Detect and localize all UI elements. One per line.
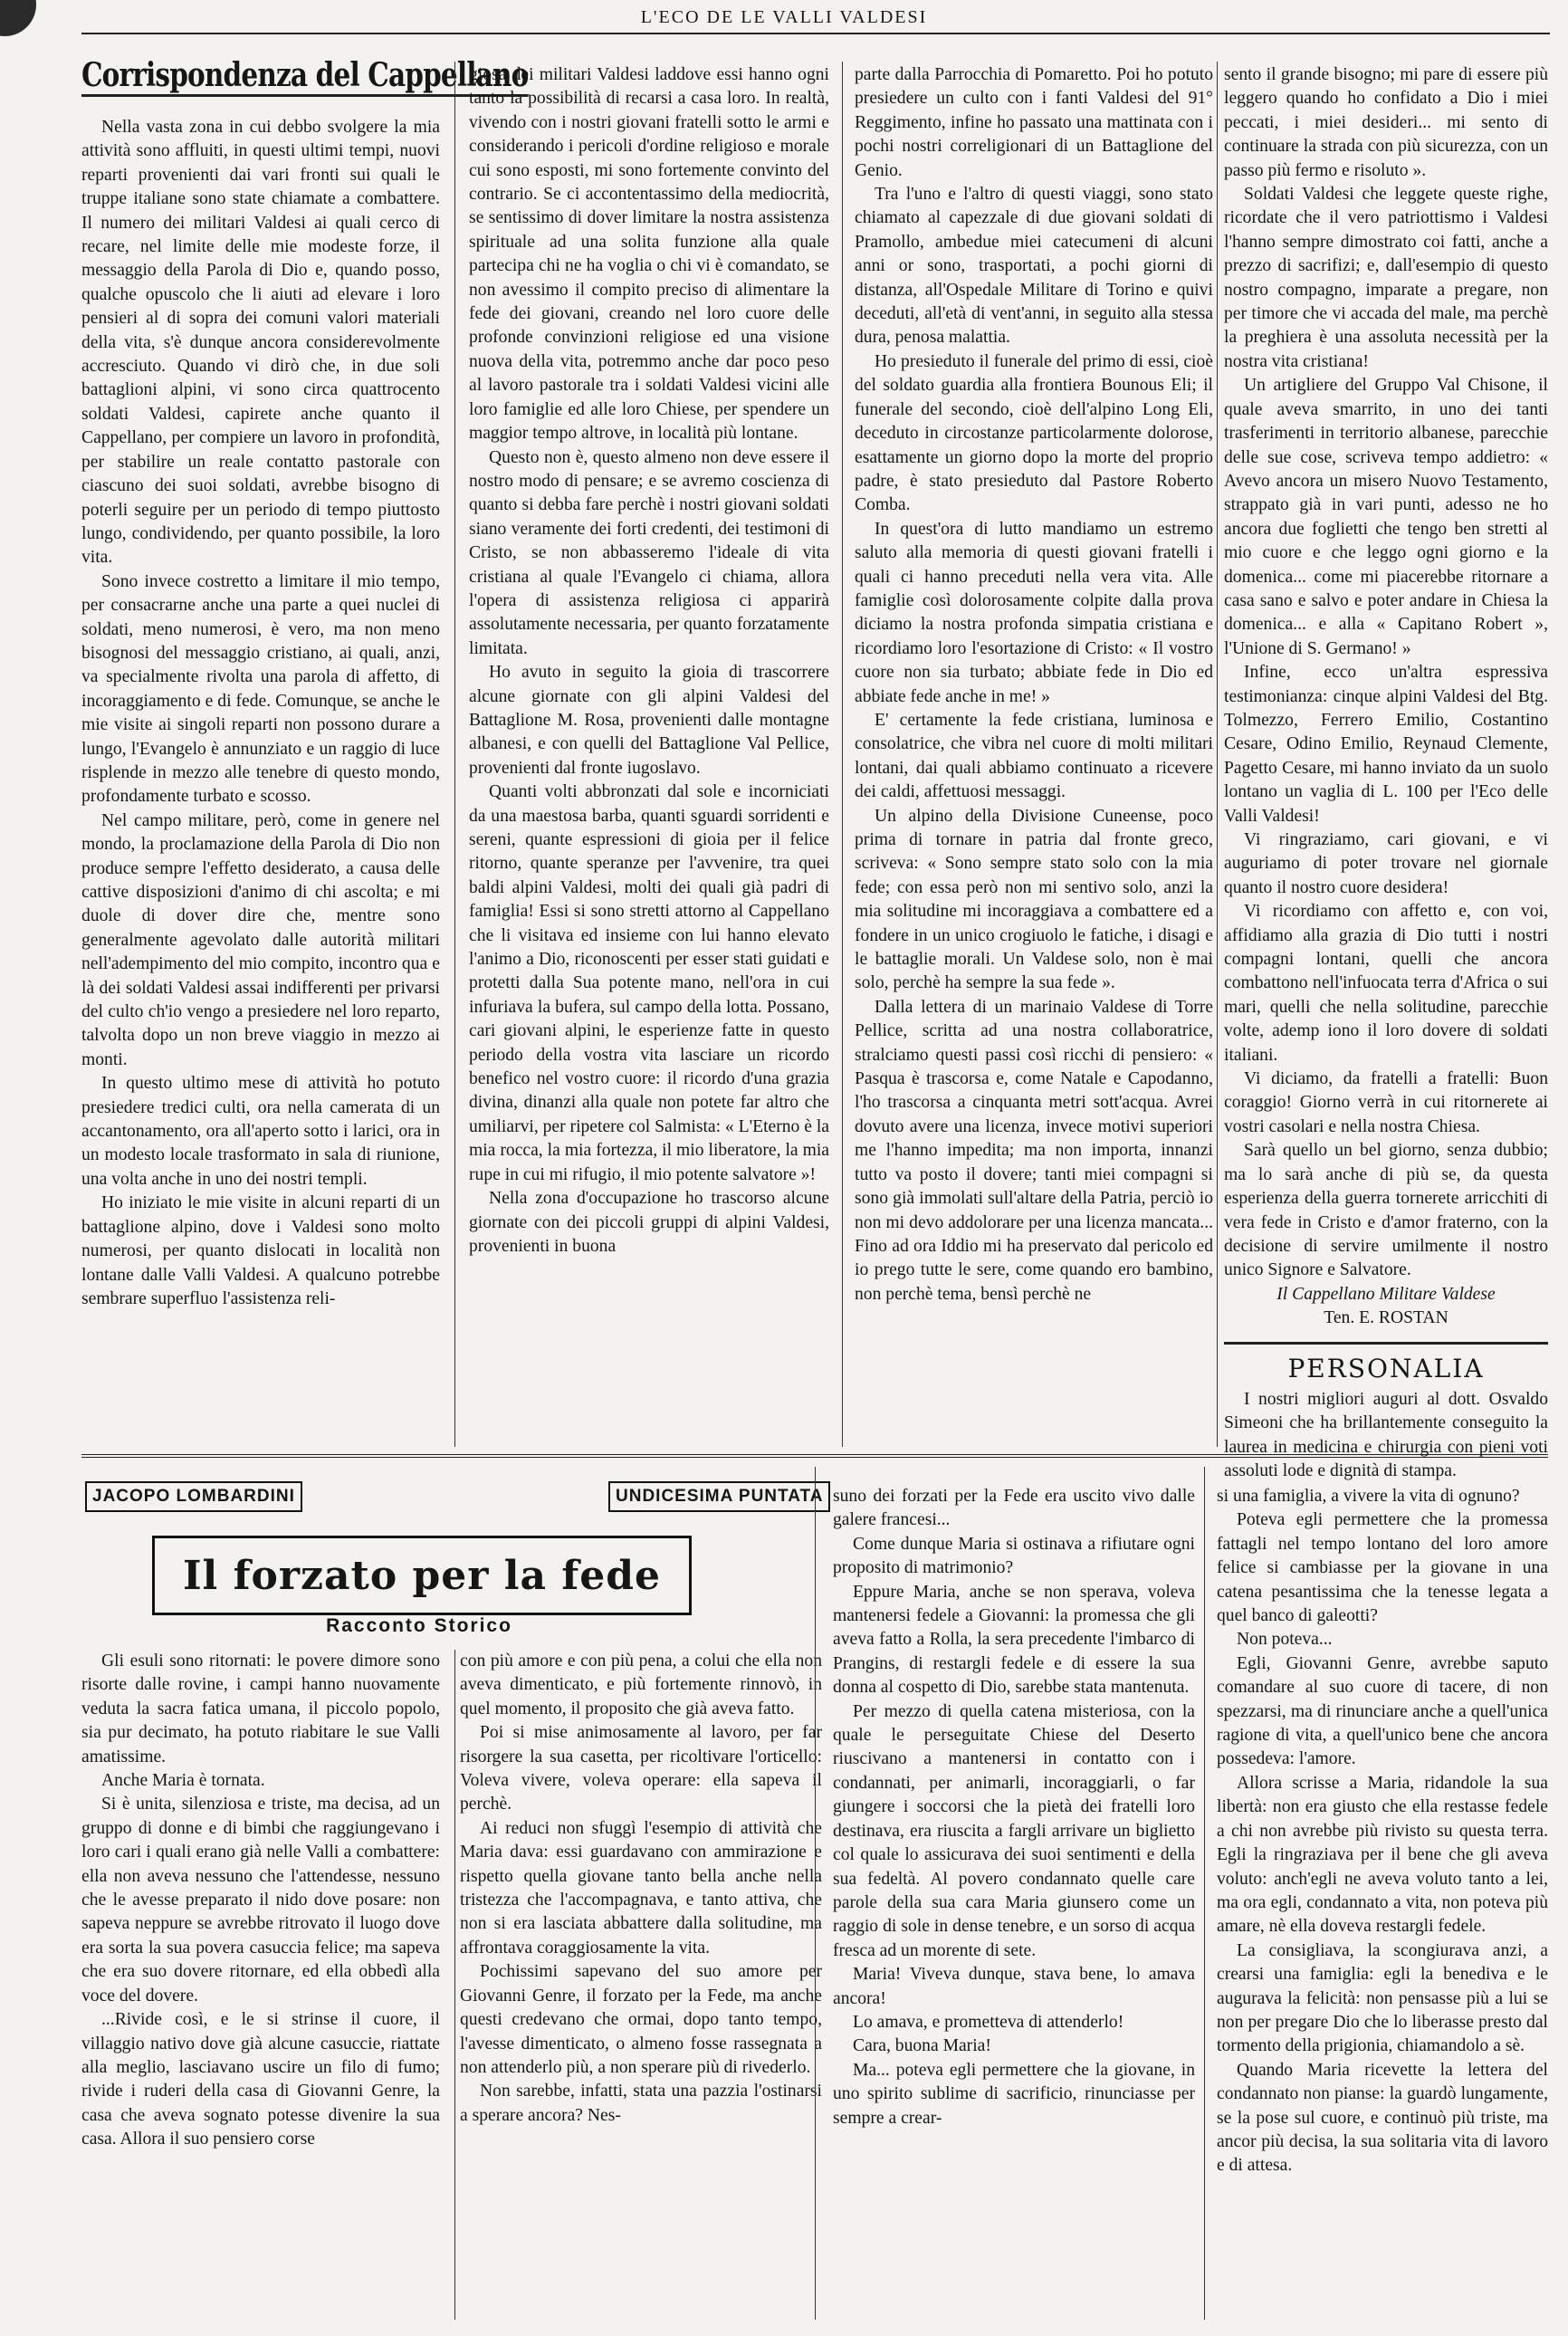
article-column-1 <box>81 116 440 1447</box>
paragraph: Non poteva... <box>1237 1630 1333 1650</box>
article-column-2 <box>469 63 829 1447</box>
column-rule <box>454 1650 455 2320</box>
paragraph: Poi si mise animosamente al lavoro, per far risorgere la sua casetta, per ricoltivare l'orticello: Voleva vivere, voleva operare: ella sapeva il perchè. <box>460 1723 822 1814</box>
paragraph: Poteva egli permettere che la promessa fattagli nel tempo lontano del loro amore felice si cambiasse per la giovane in una catena pesantissima che la tenesse legata a quel banco di galeotti? <box>1217 1510 1548 1626</box>
paragraph: Quando Maria ricevette la lettera del condannato non pianse: la guardò lungamente, se la pose sul cuore, e continuò più triste, ma ancor più decisa, la sua solitaria vita di lavoro e di attesa. <box>1217 2060 1548 2176</box>
paragraph: Tra l'uno e l'altro di questi viaggi, sono stato chiamato al capezzale di due giovani soldati di Pramollo, ambedue miei catecumeni di alcuni anni or sono, trasportati, a pochi giorni di distanza, all'Ospedale Militare di Torino e quivi deceduti, all'età di vent'anni, in seguito alla stessa dura, penosa malattia. <box>855 185 1213 348</box>
paragraph: sento il grande bisogno; mi pare di essere più leggero quando ho confidato a Dio i miei peccati, i miei desideri... mi sento di continuare la strada con più sicurezza, con un passo più fermo e risoluto ». <box>1224 65 1548 180</box>
paragraph: In quest'ora di lutto mandiamo un estremo saluto alla memoria di questi giovani fratelli i quali ci hanno preceduti nella vera vita. Alle famiglie così dolorosamente colpite dalla prova diciamo la nostra profonda simpatia cristiana e ricordiamo loro l'esortazione di Cristo: « Il vostro cuore non sia turbato; abbiate fede in Dio ed abbiate fede anche in me! » <box>855 519 1213 706</box>
paragraph: Per mezzo di quella catena misteriosa, con la quale le perseguitate Chiese del Deserto riuscivano a mantenersi in contatto con i condannati, per animarli, incoraggiarli, o far giungere i soccorsi che la pietà dei fratelli loro destinava, era riuscita a fargli arrivare un biglietto col quale lo assicurava dei suoi sentimenti e della sua fedeltà. Al povero condannato quelle care parole della sua cara Maria giunsero come un raggio di sole in dense tenebre, e un sorso di acqua fresca ad un morente di sete. <box>833 1701 1195 1960</box>
story-title: Il forzato per la fede <box>152 1536 692 1615</box>
paragraph: Cara, buona Maria! <box>853 2036 991 2056</box>
column-rule <box>1217 62 1218 1447</box>
story-column-2 <box>460 1650 822 2320</box>
signature-name: Ten. E. ROSTAN <box>1324 1308 1448 1328</box>
article-headline <box>81 56 529 94</box>
story-column-3 <box>833 1485 1195 2320</box>
paragraph: E' certamente la fede cristiana, luminosa e consolatrice, che vibra nel cuore di molti militari lontani, dai quali abbiamo continuato a ricevere dei caldi, affettuosi messaggi. <box>855 710 1213 802</box>
paragraph: Eppure Maria, anche se non sperava, voleva mantenersi fedele a Giovanni: la promessa che gli aveva fatto a Rolla, la sera precedente l'imbarco di Prangins, di restargli fedele e di essere la sua donna al cospetto di Dio, sarebbe stata mantenuta. <box>833 1582 1195 1698</box>
personalia-text: I nostri migliori auguri al dott. Osvaldo Simeoni che ha brillantemente conseguito la laurea in medicina e chirurgia con pieni voti assoluti lode e dignità di stampa. <box>1224 1389 1548 1481</box>
paragraph: Ho presieduto il funerale del primo di essi, cioè del soldato guardia alla frontiera Bounous Eli; il funerale del secondo, cioè dell'alpino Long Eli, deceduto in circostanze particolarmente dolorose, esattamente un giorno dopo la morte del proprio padre, è stato presieduto dal Pastore Roberto Comba. <box>855 351 1213 515</box>
paragraph: Vi ricordiamo con affetto e, con voi, affidiamo alla grazia di Dio tutti i nostri compagni lontani, quelli che ancora combattono nell'infuocata terra d'Africa o sui mari, quelli che nella solitudine, parecchie volte, ademp iono il loro dovere di soldati italiani. <box>1224 902 1548 1065</box>
column-rule <box>454 62 455 1447</box>
article-title: Corrispondenza del Cappellano <box>81 56 528 97</box>
paragraph: Gli esuli sono ritornati: le povere dimore sono risorte dalle rovine, i campi hanno nuovamente veduta la sacra fatica umana, il piccolo popolo, sia pur decimato, ha potuto riabitare le sue Valli amatissime. <box>81 1651 440 1766</box>
paragraph: Allora scrisse a Maria, ridandole la sua libertà: non era giusto che ella restasse fedele a chi non avrebbe più rivisto su questa terra. Egli la ringraziava per il bene che gli aveva voluto: anch'egli ne aveva voluto tanto a lei, ma ora egli, condannato a vita, non poteva più amare, nè ella doveva restargli fedele. <box>1217 1773 1548 1937</box>
section-divider <box>81 1454 1548 1460</box>
paragraph: Nel campo militare, però, come in genere nel mondo, la proclamazione della Parola di Dio non produce sempre l'effetto desiderato, a causa delle cattive disposizioni d'animo di chi ascolta; e mi duole di dover dire che, mentre sono generalmente agevolato dalle autorità militari nell'adempimento del mio compito, incontro qua e là dei soldati Valdesi assai indifferenti per privarsi del culto ch'io vengo a presiedere nel loro reparto, talvolta dopo un non breve viaggio in mezzo ai monti. <box>81 810 440 1069</box>
paragraph: Anche Maria è tornata. <box>101 1771 265 1791</box>
paragraph: Egli, Giovanni Genre, avrebbe saputo comandare al suo cuore di tacere, di non spezzarsi, ma di rinunciare anche a quell'unica ragione di vita, a quell'unico bene che ancora possedeva: l'amore. <box>1217 1653 1548 1769</box>
paragraph: Un alpino della Divisione Cuneense, poco prima di tornare in patria dal fronte greco, scriveva: « Sono sempre stato solo con la mia fede; con essa però non mi sentivo solo, anzi la mia solitudine mi incoraggiava a combattere ed a fondere in un unico crogiuolo le fatiche, i disagi e le battaglie morali. Un Valdese solo, non è mai solo, perchè ha sempre la sua fede ». <box>855 806 1213 993</box>
story-subtitle: Racconto Storico <box>326 1615 512 1636</box>
paragraph: Vi ringraziamo, cari giovani, e vi auguriamo di poter trovare nel giornale quanto il nostro cuore desidera! <box>1224 830 1548 897</box>
paragraph: Ho iniziato le mie visite in alcuni reparti di un battaglione alpino, dove i Valdesi sono molto numerosi, per quanto dislocati in località non lontane dalle Valli Valdesi. A qualcuno potrebbe sembrare superfluo l'assistenza reli- <box>81 1193 440 1308</box>
paragraph: Si è unita, silenziosa e triste, ma decisa, ad un gruppo di donne e di bimbi che raggiungevano i loro cari i quali erano già nelle Valli a combattere: ella non aveva nessuno che l'attendesse, nessuno che le avesse preparato il nido dove posare: non sapeva neppure se avrebbe ritrovato il luogo dove era sorta la sua povera casuccia felice; ma sapeva che era suo dovere ritornare, ed ella obbedì alla voce del dovere. <box>81 1795 440 2006</box>
paragraph: Ai reduci non sfuggì l'esempio di attività che Maria dava: essi guardavano con ammirazione e rispetto quella giovane tanto bella anche nella tristezza che l'accompagnava, e tanto attiva, che non si era lasciata abbattere dalla solitudine, ma affrontava coraggiosamente la vita. <box>460 1818 822 1958</box>
paragraph: Pochissimi sapevano del suo amore per Giovanni Genre, il forzato per la Fede, ma anche questi credevano che ormai, dopo tanto tempo, l'avesse dimenticato, o almeno fosse rassegnata a non attenderlo più, a non sperare più di rivederlo. <box>460 1962 822 2077</box>
paragraph: Questo non è, questo almeno non deve essere il nostro modo di pensare; e se avremo coscienza di quanto si debba fare perchè i nostri giovani soldati siano veramente dei forti credenti, dei testimoni di Cristo, se non abbasseremo l'ideale di vita cristiana al quale l'Evangelo ci chiama, allora l'opera di assistenza religiosa ci apparirà assolutamente necessaria, per quanto forzatamente limitata. <box>469 447 829 658</box>
paragraph: In questo ultimo mese di attività ho potuto presiedere tredici culti, ora nella camerata di un accantonamento, ora all'aperto sotto i larici, ora in un modesto locale trasformato in sala di riunione, una volta anche in uno dei nostri templi. <box>81 1074 440 1189</box>
paragraph: Soldati Valdesi che leggete queste righe, ricordate che il vero patriottismo i Valdesi l'hanno sempre dimostrato coi fatti, anche a prezzo di sacrifizi; e, dall'esempio di questo nostro compagno, imparate a pregare, non per timore che vi accada del male, ma perchè la preghiera è una assoluta necessità per la nostra vita cristiana! <box>1224 185 1548 371</box>
story-column-1 <box>81 1650 440 2320</box>
paragraph: Ho avuto in seguito la gioia di trascorrere alcune giornate con gli alpini Valdesi del Battaglione M. Rosa, provenienti dalle montagne albanesi, e con quelli del Battaglione Val Pellice, provenienti dal fronte iugoslavo. <box>469 663 829 778</box>
article-column-4-text <box>1224 63 1548 1283</box>
paragraph: parte dalla Parrocchia di Pomaretto. Poi ho potuto presiedere un culto con i fanti Valdesi del 91° Reggimento, infine ho passato una mattinata con i pochi nostri correligionari di un Battaglione del Genio. <box>855 65 1213 180</box>
paragraph: giosa dei militari Valdesi laddove essi hanno ogni tanto la possibilità di recarsi a casa loro. In realtà, vivendo con i nostri giovani fratelli sotto le armi e considerando i pericoli d'ordine religioso e morale cui sono esposti, mi sono fortemente convinto del contrario. Se ci accontentassimo della mediocrità, se sentissimo di dover limitare la nostra assistenza spirituale ad una solita funzione alla quale partecipa chi ne ha voglia o chi vi è comandato, se non avessimo il compito preciso di alimentare la fede dei giovani, creando nel loro cuore delle profonde convinzioni religiose ed una visione nuova della vita, potremmo anche dar poco peso al lavoro pastorale tra i soldati Valdesi vicini alle loro famiglie ed alle loro Chiese, per spendere un maggior tempo altrove, in località più lontane. <box>469 65 829 444</box>
paragraph: Nella vasta zona in cui debbo svolgere la mia attività sono affluiti, in questi ultimi tempi, nuovi reparti provenienti dai vari fronti sui quali le truppe italiane sono state chiamate a combattere. Il numero dei militari Valdesi ai quali cerco di recare, nel limite delle mie modeste forze, il messaggio della Parola di Dio e, quando posso, qualche opuscolo che li aiuti ad elevare i loro pensieri al di sopra dei comuni valori materiali della vita, s'è dunque ancora considerevolmente accresciuto. Quando vi dirò che, in due soli battaglioni alpini, vi sono circa quattrocento soldati Valdesi, capirete anche quanto il Cappellano, per compiere un lavoro in profondità, per stabilire un reale contatto pastorale con ciascuno dei suoi soldati, avrebbe bisogno di poterli seguire per un periodo di tempo piuttosto lungo, condividendo, per quanto possibile, la loro vita. <box>81 118 440 568</box>
paragraph: Dalla lettera di un marinaio Valdese di Torre Pellice, scritta ad una nostra collaboratrice, stralciamo questi passi così ricchi di pensiero: « Pasqua è trascorsa e, come Natale e Capodanno, l'ho trascorsa a cinquanta metri sott'acqua. Avrei dovuto avere una licenza, invece motivi superiori me l'hanno impedita; ma non importa, innanzi tutto va posto il dovere; tanti miei compagni si sono già immolati sull'altare della Patria, perciò io non mi devo addolorare per una licenza mancata... Fino ad ora Iddio mi ha preservato dal pericolo ed io prego tutte le sere, come quando ero bambino, non perchè tema, bensì perchè ne <box>855 997 1213 1304</box>
paragraph: Come dunque Maria si ostinava a rifiutare ogni proposito di matrimonio? <box>833 1534 1195 1578</box>
paragraph: Un artigliere del Gruppo Val Chisone, il quale aveva smarrito, in uno dei tanti trasferimenti in territorio albanese, parecchie delle sue cose, scriveva tempo addietro: « Avevo ancora un misero Nuovo Testamento, strappato già in vari punti, adesso ne ho ancora due foglietti che tengo ben stretti al mio cuore e che leggo ogni giorno e la domenica... come mi piacerebbe ritornare a casa sano e salvo e poter andare in Chiesa la domenica... e alla « Capitano Robert », l'Unione di S. Germano! » <box>1224 376 1548 658</box>
article-column-4 <box>1224 63 1548 1481</box>
paragraph: ...Rivide così, e le si strinse il cuore, il villaggio nativo dove già alcune casuccie, riattate alla meglio, lasciavano uscire un filo di fumo; rivide i ruderi della casa di Giovanni Genre, la casa che aveva sognato potesse divenire la sua casa. Allora il suo pensiero corse <box>81 2010 440 2149</box>
masthead-rule <box>81 33 1550 34</box>
paragraph: con più amore e con più pena, a colui che ella non aveva dimenticato, e più fortemente rinnovò, in quel momento, il proposito che già aveva fatto. <box>460 1651 822 1718</box>
paragraph: Sarà quello un bel giorno, senza dubbio; ma lo sarà anche di più se, da questa esperienza della guerra tornerete arricchiti di vera fede in Cristo e d'amor fraterno, con la decisione di servire umilmente il nostro unico Signore e Salvatore. <box>1224 1141 1548 1280</box>
paragraph: Vi diciamo, da fratelli a fratelli: Buon coraggio! Giorno verrà in cui ritornerete ai vostri casolari e nella nostra Chiesa. <box>1224 1069 1548 1136</box>
paragraph: Quanti volti abbronzati dal sole e incorniciati da una maestosa barba, quanti sguardi sorridenti e sereni, quante espressioni di gioia per il felice ritorno, quante speranze per l'avvenire, tra quei baldi alpini Valdesi, molti dei quali già padri di famiglia! Essi si sono stretti attorno al Cappellano che li visitava ed insieme con lui hanno elevato l'animo a Dio, riconoscenti per esser stati guidati e protetti dalla Sua potente mano, nell'ora in cui infuriava la bufera, sul campo della lotta. Possano, cari giovani alpini, le esperienze fatte in questo periodo della vostra vita lasciare un ricordo benefico nel vostro cuore: il ricordo d'una grazia divina, dinanzi alla quale non potete far altro che umiliarvi, per ripetere col Salmista: « L'Eterno è la mia rocca, la mia fortezza, il mio liberatore, la mia rupe in cui mi rifugio, il mio potente salvatore »! <box>469 782 829 1184</box>
paragraph: Ma... poteva egli permettere che la giovane, in uno spirito sublime di sacrificio, rinunciasse per sempre a crear- <box>833 2060 1195 2128</box>
masthead: L'ECO DE LE VALLI VALDESI <box>640 7 928 27</box>
paragraph: Sono invece costretto a limitare il mio tempo, per consacrarne anche una parte a quei nuclei di soldati, meno numerosi, è vero, ma non meno bisognosi del messaggio cristiano, ai quali, anzi, va specialmente rivolta una parola di affetto, di incoraggiamento e di fede. Comunque, se anche le mie visite ai singoli reparti non possono durare a lungo, l'Evangelo è annunziato e un raggio di luce risplende in mezzo alle tenebre di questo mondo, profondamente turbato e scosso. <box>81 571 440 807</box>
story-author: JACOPO LOMBARDINI <box>85 1481 302 1512</box>
paragraph: suno dei forzati per la Fede era uscito vivo dalle galere francesi... <box>833 1487 1195 1530</box>
column-rule <box>815 1467 816 2320</box>
column-rule <box>842 62 843 1447</box>
paragraph: La consigliava, la scongiurava anzi, a crearsi una famiglia: egli la benediva e le augurava la felicità: non pensasse più a lui se non per pregare Dio che lo liberasse presto dal tormento della prigionia, chiamandolo a sè. <box>1217 1940 1548 2056</box>
paragraph: Nella zona d'occupazione ho trascorso alcune giornate con dei piccoli gruppi di alpini Valdesi, provenienti in buona <box>469 1189 829 1256</box>
column-rule <box>1204 1467 1205 2320</box>
signature-role: Il Cappellano Militare Valdese <box>1276 1284 1496 1304</box>
paragraph: Infine, ecco un'altra espressiva testimonianza: cinque alpini Valdesi del Btg. Tolmezzo, Ferrero Emilio, Costantino Cesare, Odino Emilio, Reynaud Clemente, Pagetto Cesare, mi hanno inviato da un suolo lontano un vaglia di L. 100 per l'Eco delle Valli Valdesi! <box>1224 663 1548 826</box>
personalia-title: PERSONALIA <box>1287 1353 1485 1383</box>
story-episode: UNDICESIMA PUNTATA <box>608 1481 830 1512</box>
paragraph: Non sarebbe, infatti, stata una pazzia l'ostinarsi a sperare ancora? Nes- <box>460 2082 822 2125</box>
paragraph: Maria! Viveva dunque, stava bene, lo amava ancora! <box>833 1965 1195 2008</box>
paragraph: Lo amava, e prometteva di attenderlo! <box>853 2012 1124 2032</box>
article-column-3 <box>855 63 1213 1447</box>
story-column-4 <box>1217 1485 1548 2320</box>
paragraph: si una famiglia, a vivere la vita di ognuno? <box>1217 1487 1520 1506</box>
section-rule <box>1224 1342 1548 1345</box>
